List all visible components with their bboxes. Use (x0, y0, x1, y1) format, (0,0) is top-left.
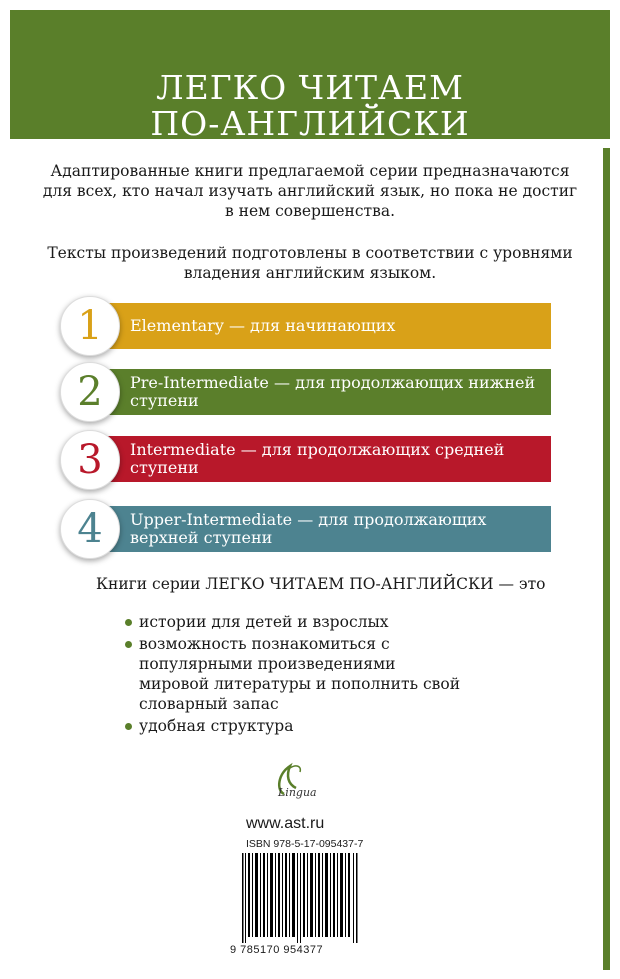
series-title-line2: ПО-АНГЛИЙСКИ (150, 104, 470, 143)
series-title-line1: ЛЕГКО ЧИТАЕМ (156, 68, 464, 107)
description-paragraph-1: Адаптированные книги предлагаемой серии предназначаются для всех, кто начал изучать английский язык, но пока не достиг в нем совершенства. (42, 162, 578, 220)
level-label: Upper-Intermediate — для продолжающих верхней ступени (130, 510, 487, 547)
list-item (125, 634, 469, 714)
level-label: Elementary — для начинающих (130, 316, 396, 335)
barcode-icon (240, 853, 360, 943)
isbn-number: ISBN 978-5-17-095437-7 (246, 838, 364, 850)
list-item (125, 612, 585, 632)
description-paragraph-2: Тексты произведений подготовлены в соответствии с уровнями владения английским языком. (47, 244, 573, 282)
level-number-badge: 2 (60, 362, 120, 422)
list-item-text: возможность познакомиться с популярными произведениями мировой литературы и пополнить свой словарный запас (139, 635, 461, 713)
publisher-logo-text: Lingua (278, 786, 317, 799)
bullet-icon (125, 619, 132, 626)
list-item (125, 716, 585, 736)
level-number-badge: 3 (60, 430, 120, 490)
level-bar-2 (85, 369, 551, 415)
level-bar-1 (85, 303, 551, 349)
publisher-website: www.ast.ru (246, 815, 325, 832)
list-item-text: истории для детей и взрослых (139, 613, 389, 631)
bullet-icon (125, 641, 132, 648)
level-number-badge: 1 (60, 296, 120, 356)
level-label: Intermediate — для продолжающих средней ступени (130, 440, 505, 477)
features-list (125, 612, 585, 738)
level-number-badge: 4 (60, 499, 120, 559)
level-bar-3 (85, 436, 551, 482)
features-intro: Книги серии ЛЕГКО ЧИТАЕМ ПО-АНГЛИЙСКИ — это (96, 575, 546, 593)
level-bar-4 (85, 506, 551, 552)
bullet-icon (125, 723, 132, 730)
series-header (10, 10, 610, 143)
list-item-text: удобная структура (139, 717, 294, 735)
level-label: Pre-Intermediate — для продолжающих нижней ступени (130, 373, 536, 410)
spine-stripe (603, 148, 610, 970)
barcode-digits: 9 785170 954377 (230, 944, 324, 956)
